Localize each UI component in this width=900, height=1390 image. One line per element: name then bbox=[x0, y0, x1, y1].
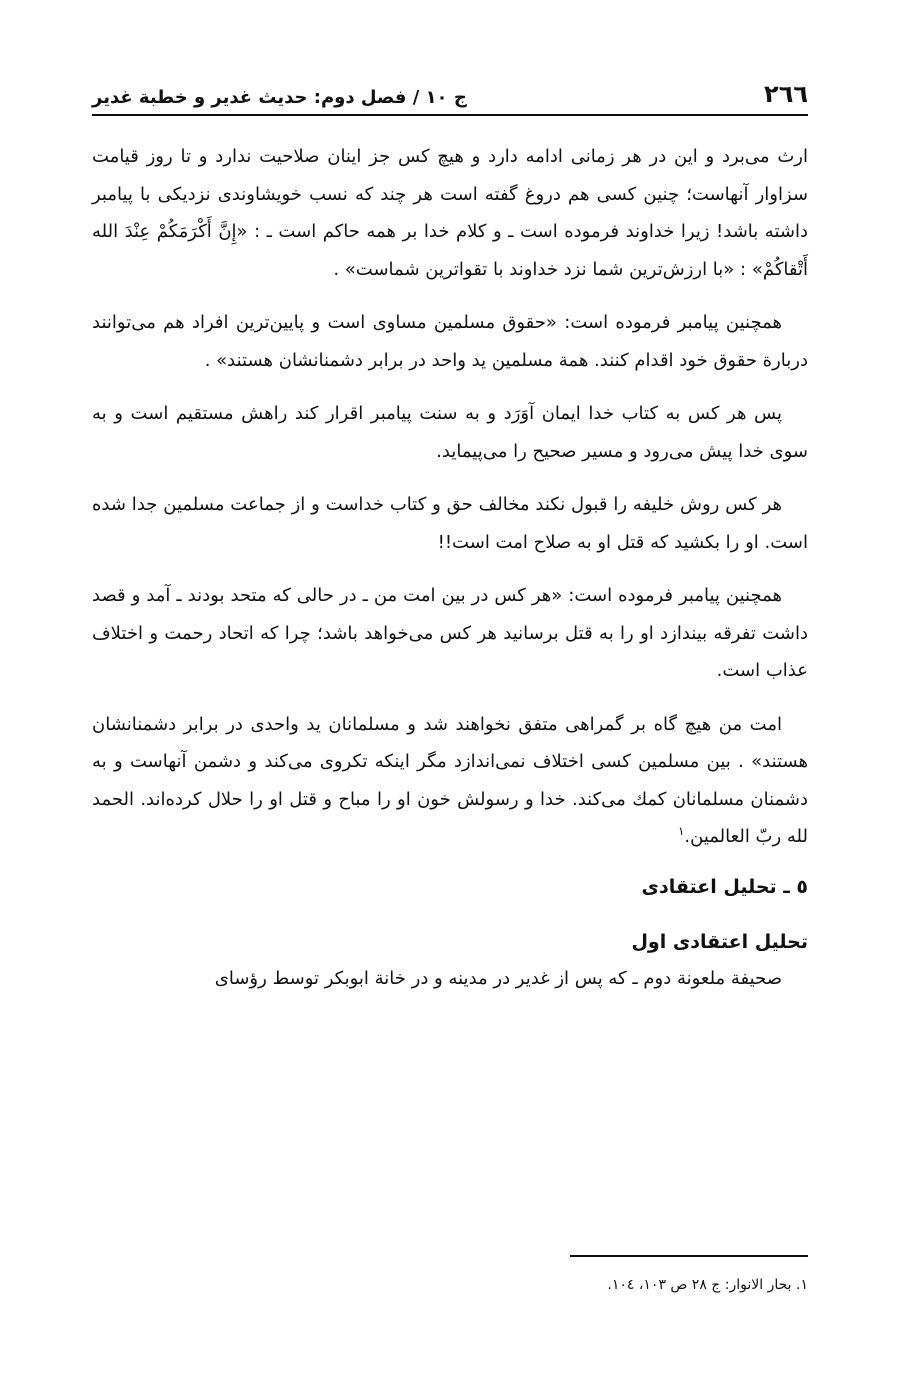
book-page bbox=[92, 0, 808, 1390]
footnote: ١. بحار الانوار: ج ٢٨ ص ١٠٣، ١٠٤. bbox=[607, 1277, 808, 1293]
footnote-reference[interactable]: ١ bbox=[677, 824, 685, 838]
running-title: ج ١٠ / فصل دوم: حديث غدير و خطبة غدير bbox=[92, 87, 467, 108]
closing-paragraph: صحيفة ملعونة دوم ـ كه پس از غدير در مدينه و در خانة ابوبكر توسط رؤساى bbox=[214, 967, 782, 989]
page-number: ٢٦٦ bbox=[764, 80, 808, 108]
paragraph-5: همچنين پيامبر فرموده است: «هر كس در بين امت من ـ در حالى كه متحد بودند ـ آمد و قصد داشت تفرقه بيندازد او را به قتل برسانيد هر كس مى‌خواهد باشد؛ چرا كه اتحاد رحمت و اختلاف عذاب است. bbox=[92, 585, 808, 681]
footnote-divider bbox=[570, 1255, 808, 1257]
paragraph-3: پس هر كس به كتاب خدا ايمان آوَرَد و به سنت پيامبر اقرار كند راهش مستقيم است و به سوى خدا پيش مى‌رود و مسير صحيح را مى‌پيمايد. bbox=[92, 403, 808, 462]
paragraph-4: هر كس روش خليفه را قبول نكند مخالف حق و كتاب خداست و از جماعت مسلمين جدا شده است. او را بكشيد كه قتل او به صلاح امت است!! bbox=[92, 494, 808, 553]
paragraph-6 bbox=[92, 706, 808, 856]
paragraph-1: ارث مى‌برد و اين در هر زمانى ادامه دارد و هيچ كس جز اينان صلاحيت ندارد و تا روز قيامت سزاوار آنهاست؛ چنين كسى هم دروغ گفته است هر چند كه نسب خويشاوندى نزديكى با پيامبر داشته باشد! زيرا خداوند فرموده است ـ و كلام خدا بر همه حاكم است ـ : «إِنَّ أَكْرَمَكُمْ عِنْدَ الله أَتْقاكُمْ» : «با ارزش‌ترين شما نزد خداوند با تقواترين شماست» . bbox=[92, 146, 808, 280]
section-heading: ٥ ـ تحليل اعتقادى bbox=[641, 875, 808, 898]
sub-heading: تحليل اعتقادى اول bbox=[631, 930, 808, 953]
body-text bbox=[92, 138, 808, 1013]
paragraph-2: همچنين پيامبر فرموده است: «حقوق مسلمين مساوى است و پايين‌ترين افراد هم مى‌توانند دربارة حقوق خود اقدام كنند. همة مسلمين يد واحد در برابر دشمنانشان هستند» . bbox=[92, 312, 808, 371]
running-header bbox=[92, 66, 808, 116]
paragraph-6-text: امت من هيچ گاه بر گمراهى متفق نخواهند شد و مسلمانان يد واحدى در برابر دشمنانشان هستند» . بين مسلمين كسى اختلاف نمى‌اندازد مگر اينكه تكروى مى‌كند و دشمن آنهاست و به دشمنان مسلمانان كمك مى‌كند. خدا و رسولش خون او را مباح و قتل او را حلال كرده‌اند. الحمد لله ربّ العالمين. bbox=[92, 713, 808, 847]
